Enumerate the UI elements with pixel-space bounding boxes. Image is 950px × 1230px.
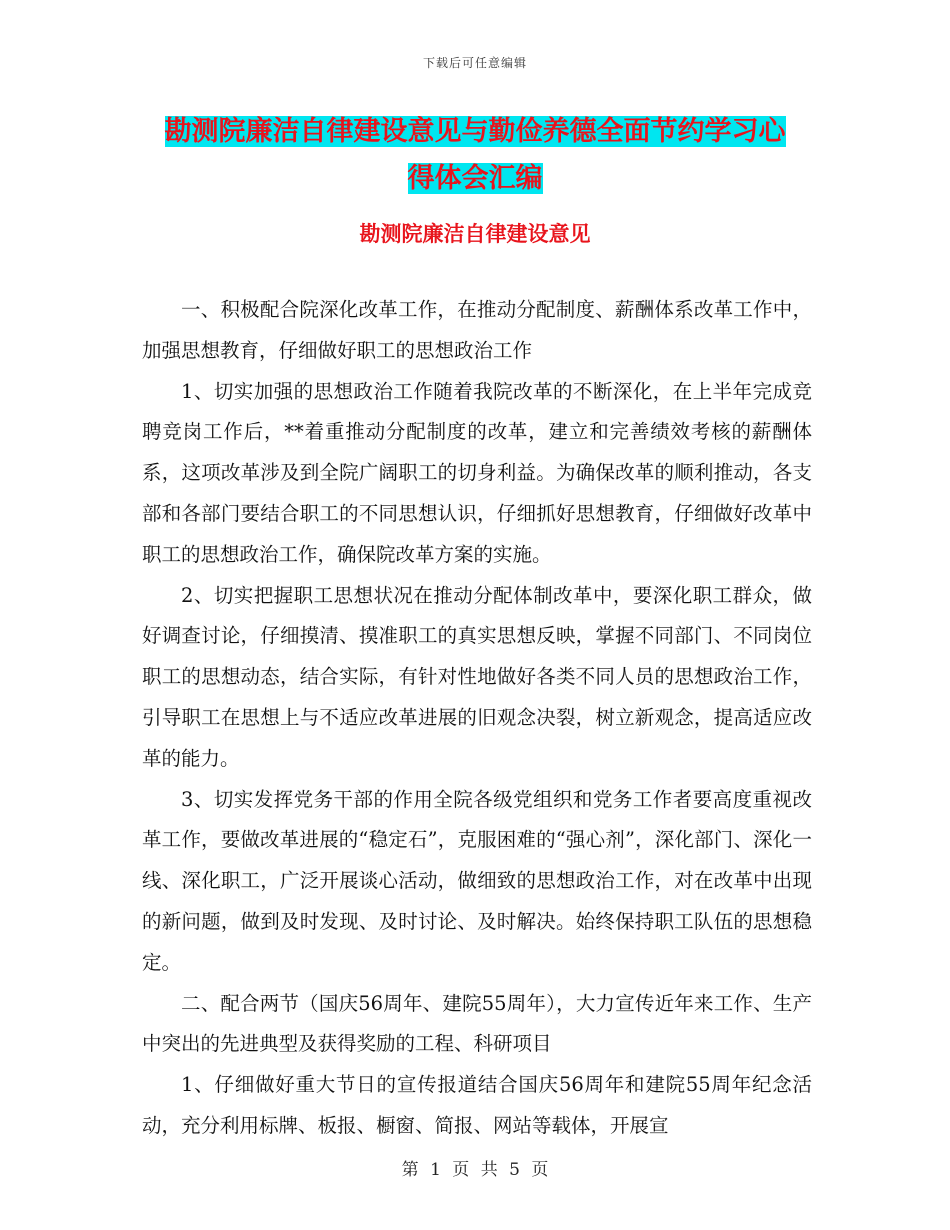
paragraph: 3、切实发挥党务干部的作用全院各级党组织和党务工作者要高度重视改革工作，要做改革进展的“稳定石”，克服困难的“强心剂”，深化部门、深化一线、深化职工，广泛开展谈心活动，做细致的思想政治工作，对在改革中出现的新问题，做到及时发现、及时讨论、及时解决。始终保持职工队伍的思想稳定。	[142, 787, 812, 974]
paragraph: 1、仔细做好重大节日的宣传报道结合国庆56周年和建院55周年纪念活动，充分利用标牌、板报、橱窗、简报、网站等载体，开展宣	[142, 1073, 812, 1137]
page-header-note: 下载后可任意编辑	[422, 56, 527, 70]
document-title	[100, 108, 850, 202]
document-title-line-2: 得体会汇编	[407, 163, 543, 194]
document-body	[142, 290, 812, 1147]
paragraph: 1、切实加强的思想政治工作随着我院改革的不断深化，在上半年完成竞聘竞岗工作后，**着重推动分配制度的改革，建立和完善绩效考核的薪酬体系，这项改革涉及到全院广阔职工的切身利益。为确保改革的顺利推动，各支部和各部门要结合职工的不同思想认识，仔细抓好思想教育，仔细做好改革中职工的思想政治工作，确保院改革方案的实施。	[142, 379, 812, 566]
paragraph: 一、积极配合院深化改革工作，在推动分配制度、薪酬体系改革工作中，加强思想教育，仔细做好职工的思想政治工作	[142, 298, 812, 362]
paragraph: 二、配合两节（国庆56周年、建院55周年），大力宣传近年来工作、生产中突出的先进典型及获得奖励的工程、科研项目	[142, 991, 812, 1056]
section-title: 勘测院廉洁自律建设意见	[359, 222, 591, 246]
page-number-footer: 第 1 页 共 5 页	[401, 1160, 549, 1180]
document-title-line-1: 勘测院廉洁自律建设意见与勤俭养德全面节约学习心	[164, 116, 786, 147]
paragraph: 2、切实把握职工思想状况在推动分配体制改革中，要深化职工群众，做好调查讨论，仔细摸清、摸准职工的真实思想反映，掌握不同部门、不同岗位职工的思想动态，结合实际，有针对性地做好各类不同人员的思想政治工作，引导职工在思想上与不适应改革进展的旧观念决裂，树立新观念，提高适应改革的能力。	[142, 583, 812, 770]
